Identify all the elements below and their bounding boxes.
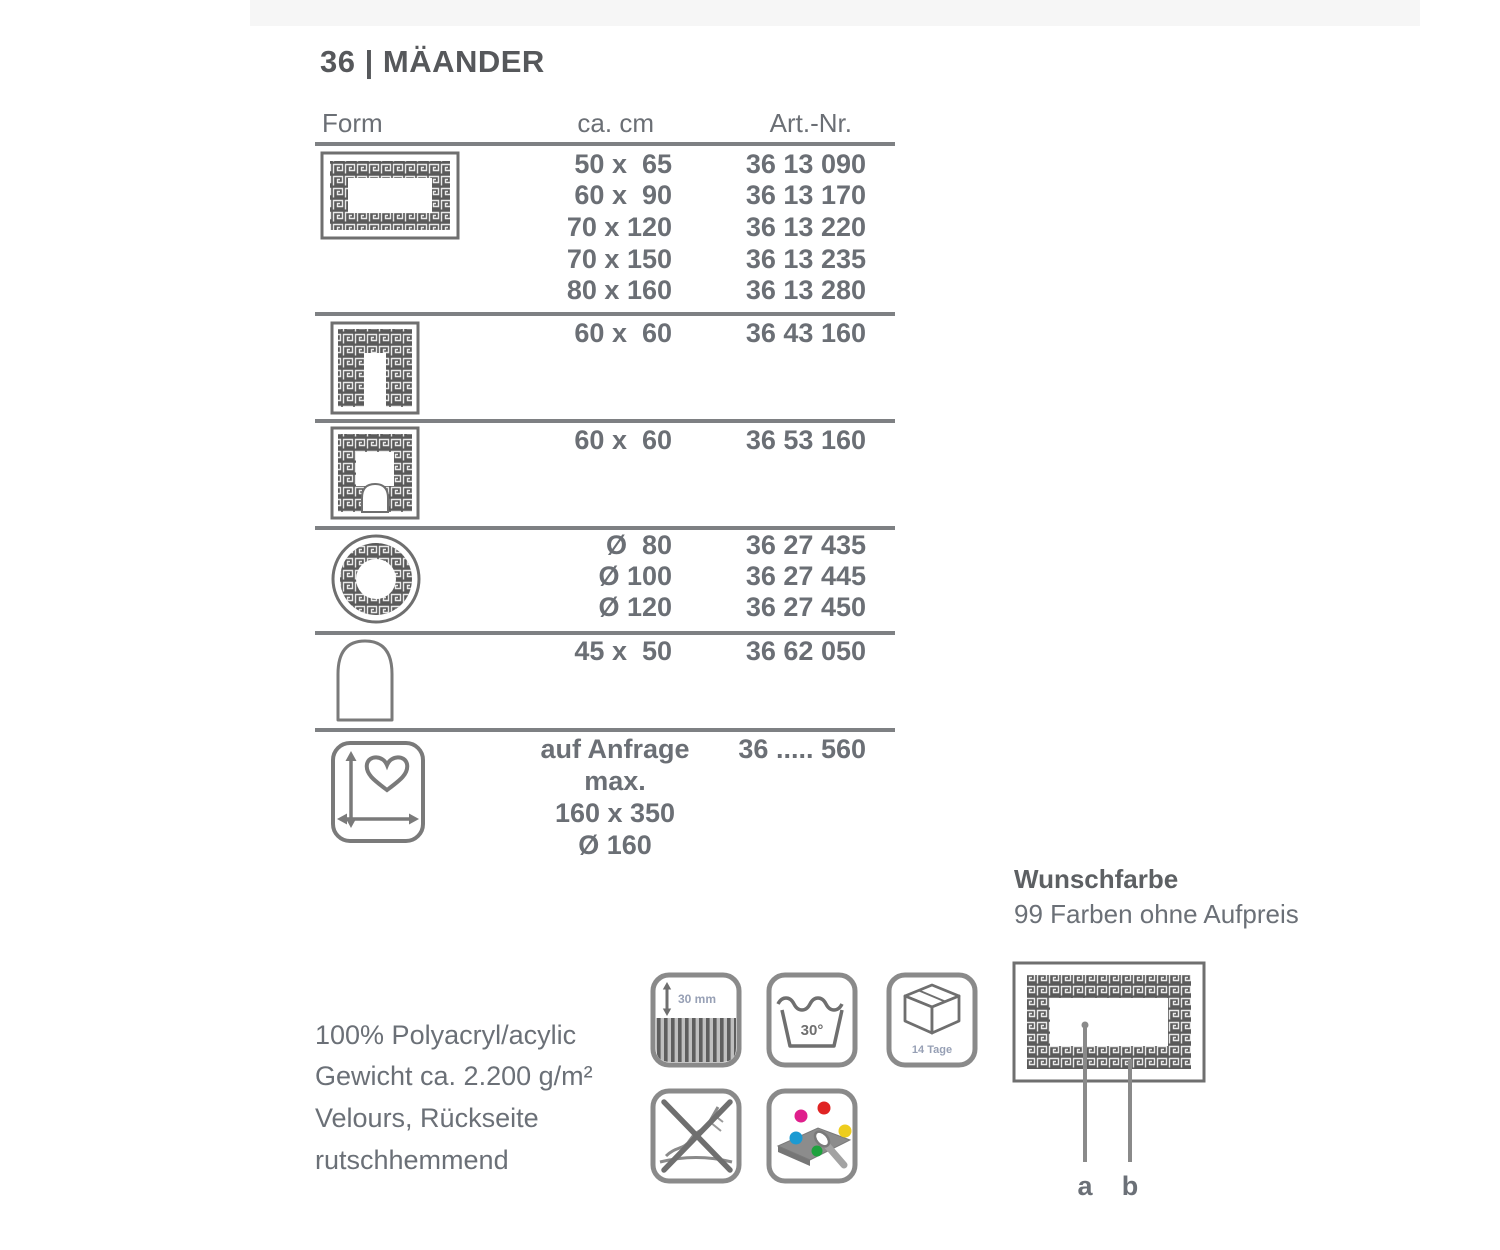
wunschfarbe-subtitle: 99 Farben ohne Aufpreis <box>1014 899 1299 929</box>
label-b: b <box>1121 1171 1139 1201</box>
pile-height-icon <box>650 972 742 1068</box>
table-divider <box>315 312 895 316</box>
article-number: 36 53 160 <box>745 425 866 455</box>
material-line: 100% Polyacryl/acylic <box>315 1020 577 1050</box>
size-value: 60 x 60 <box>574 425 672 455</box>
wash-temp-label: 30° <box>800 1022 824 1039</box>
article-number: 36 13 235 <box>745 244 866 274</box>
do-not-beat-icon <box>650 1088 742 1184</box>
article-number: 36 ..... 560 <box>738 734 866 764</box>
article-number: 36 62 050 <box>745 636 866 666</box>
article-number: 36 27 435 <box>745 530 866 560</box>
size-value: 45 x 50 <box>574 636 672 666</box>
delivery-time-icon <box>886 972 978 1068</box>
table-divider <box>315 142 895 146</box>
shape-round-meander-rug <box>330 533 422 625</box>
shape-rectangle-meander-rug <box>320 151 460 240</box>
page-title: 36 | MÄANDER <box>320 44 545 79</box>
delivery-time-label: 14 Tage <box>911 1044 953 1056</box>
article-number: 36 13 220 <box>745 212 866 242</box>
pile-height-label: 30 mm <box>678 992 717 1006</box>
wunschfarbe-title: Wunschfarbe <box>1014 864 1179 894</box>
color-choice-icon <box>766 1088 858 1184</box>
wunschfarbe-diagram <box>1012 961 1206 1203</box>
size-value: 70 x 120 <box>566 212 672 242</box>
column-header-art: Art.-Nr. <box>769 108 852 138</box>
size-note: max. <box>584 766 646 796</box>
size-note: auf Anfrage <box>540 734 690 764</box>
size-value: Ø 80 <box>605 530 672 560</box>
size-value: 70 x 150 <box>566 244 672 274</box>
material-line: Gewicht ca. 2.200 g/m² <box>315 1061 593 1091</box>
table-divider <box>315 728 895 732</box>
article-number: 36 27 450 <box>745 592 866 622</box>
material-line: rutschhemmend <box>315 1145 509 1175</box>
size-note: 160 x 350 <box>554 798 676 828</box>
article-number: 36 43 160 <box>745 318 866 348</box>
scan-top-bar <box>250 0 1420 26</box>
size-value: Ø 100 <box>598 561 672 591</box>
table-divider <box>315 419 895 423</box>
material-line: Velours, Rückseite <box>315 1103 539 1133</box>
label-a: a <box>1077 1171 1093 1201</box>
size-value: Ø 120 <box>598 592 672 622</box>
size-value: 50 x 65 <box>574 149 672 179</box>
size-note: Ø 160 <box>578 830 652 860</box>
washable-30-icon <box>766 972 858 1068</box>
shape-lid-rug <box>333 636 397 724</box>
article-number: 36 13 090 <box>745 149 866 179</box>
size-value: 60 x 60 <box>574 318 672 348</box>
column-header-form: Form <box>322 108 383 138</box>
column-header-size: ca. cm <box>577 108 654 138</box>
shape-custom-size-rug <box>329 739 427 845</box>
size-value: 60 x 90 <box>574 180 672 210</box>
article-number: 36 13 280 <box>745 275 866 305</box>
article-number: 36 27 445 <box>745 561 866 591</box>
heart-icon <box>367 757 408 790</box>
table-divider <box>315 631 895 635</box>
shape-square-rug-with-cutout <box>330 321 420 415</box>
article-number: 36 13 170 <box>745 180 866 210</box>
size-value: 80 x 160 <box>566 275 672 305</box>
shape-square-rug-with-arch-cutout <box>330 426 420 520</box>
